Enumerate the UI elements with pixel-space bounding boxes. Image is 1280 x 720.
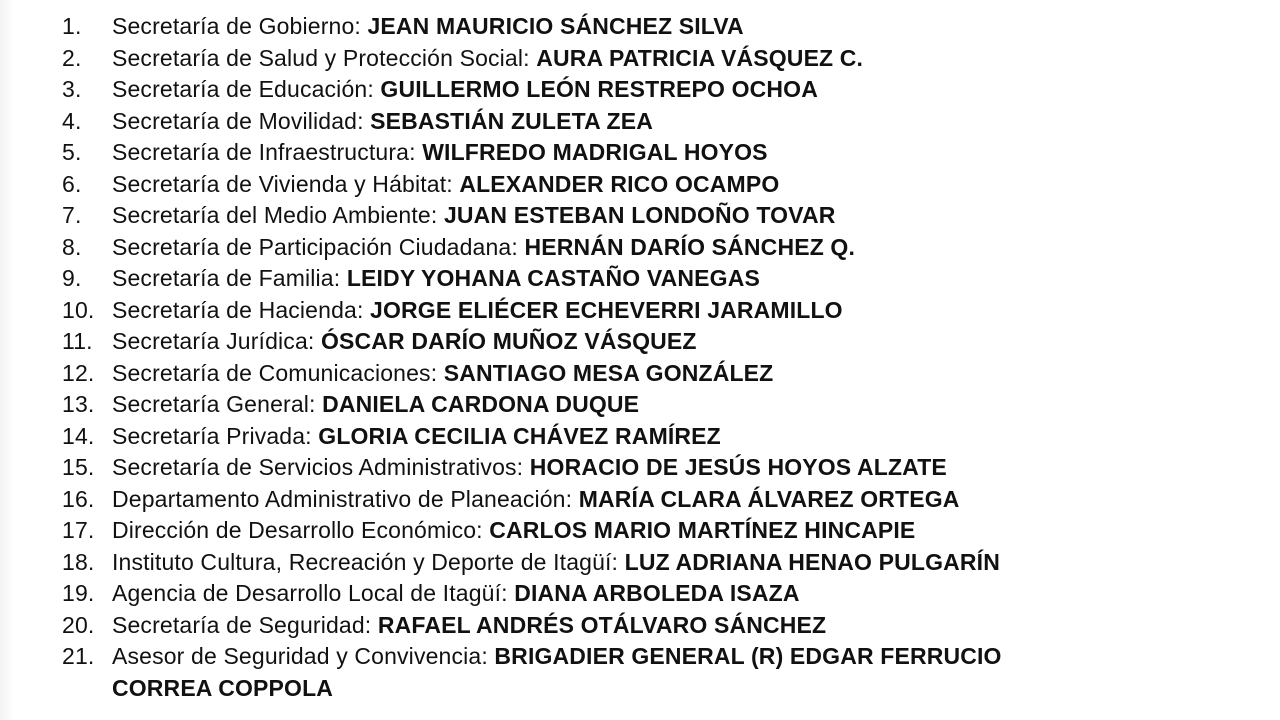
list-item-19 bbox=[62, 578, 1262, 610]
list-item-10 bbox=[62, 295, 1262, 327]
item-number: 3. bbox=[62, 76, 82, 102]
official-name: DANIELA CARDONA DUQUE bbox=[322, 391, 640, 417]
official-name: LUZ ADRIANA HENAO PULGARÍN bbox=[624, 548, 1000, 575]
list-item-1 bbox=[62, 11, 1262, 43]
item-number: 10. bbox=[62, 296, 95, 323]
list-item-5 bbox=[62, 137, 1262, 169]
official-name: DIANA ARBOLEDA ISAZA bbox=[514, 580, 800, 606]
office-name: Secretaría de Hacienda: bbox=[112, 296, 364, 323]
item-text bbox=[112, 295, 1262, 327]
item-number: 4. bbox=[62, 107, 82, 134]
list-item-21 bbox=[62, 641, 1262, 704]
list-item-9 bbox=[62, 263, 1262, 295]
item-number: 18. bbox=[62, 548, 95, 575]
item-text bbox=[112, 169, 1262, 201]
item-number: 15. bbox=[62, 454, 95, 480]
office-name: Secretaría de Familia: bbox=[112, 265, 341, 291]
list-item-20 bbox=[62, 610, 1262, 642]
official-name: LEIDY YOHANA CASTAÑO VANEGAS bbox=[346, 265, 760, 291]
list-item-18 bbox=[62, 547, 1262, 579]
office-name: Secretaría de Educación: bbox=[112, 76, 374, 102]
office-name: Secretaría de Seguridad: bbox=[112, 611, 372, 638]
item-text bbox=[112, 515, 1262, 547]
item-number: 21. bbox=[62, 643, 95, 669]
office-name: Secretaría de Gobierno: bbox=[112, 13, 361, 39]
item-number: 16. bbox=[62, 485, 95, 512]
office-name: Dirección de Desarrollo Económico: bbox=[112, 517, 483, 543]
item-text bbox=[112, 74, 1262, 106]
official-name: SANTIAGO MESA GONZÁLEZ bbox=[443, 359, 774, 386]
office-name: Departamento Administrativo de Planeación: bbox=[112, 485, 573, 512]
office-name: Secretaría de Movilidad: bbox=[112, 107, 364, 134]
scan-edge-shadow bbox=[0, 0, 14, 720]
item-text bbox=[112, 452, 1262, 484]
office-name: Secretaría General: bbox=[112, 391, 316, 417]
official-name: CARLOS MARIO MARTÍNEZ HINCAPIE bbox=[489, 517, 916, 543]
official-name: MARÍA CLARA ÁLVAREZ ORTEGA bbox=[578, 485, 960, 512]
item-text bbox=[112, 137, 1262, 169]
item-number: 17. bbox=[62, 517, 95, 543]
list-item-17 bbox=[62, 515, 1262, 547]
official-name: AURA PATRICIA VÁSQUEZ C. bbox=[536, 44, 864, 71]
list-item-7 bbox=[62, 200, 1262, 232]
officials-list bbox=[62, 11, 1262, 704]
list-item-15 bbox=[62, 452, 1262, 484]
item-text bbox=[112, 326, 1262, 358]
item-number: 11. bbox=[62, 328, 93, 354]
office-name: Secretaría del Medio Ambiente: bbox=[112, 202, 438, 228]
official-name: JORGE ELIÉCER ECHEVERRI JARAMILLO bbox=[370, 296, 843, 323]
office-name: Secretaría de Participación Ciudadana: bbox=[112, 233, 518, 260]
office-name: Secretaría de Vivienda y Hábitat: bbox=[112, 170, 453, 197]
item-number: 8. bbox=[62, 233, 82, 260]
list-item-3 bbox=[62, 74, 1262, 106]
item-number: 20. bbox=[62, 611, 95, 638]
office-name: Instituto Cultura, Recreación y Deporte de Itagüí: bbox=[112, 548, 619, 575]
list-item-11 bbox=[62, 326, 1262, 358]
item-number: 5. bbox=[62, 139, 82, 165]
item-number: 14. bbox=[62, 422, 95, 449]
item-number: 12. bbox=[62, 359, 95, 386]
list-item-8 bbox=[62, 232, 1262, 264]
official-name: JUAN ESTEBAN LONDOÑO TOVAR bbox=[443, 202, 836, 228]
list-item-12 bbox=[62, 358, 1262, 390]
item-text bbox=[112, 578, 1262, 610]
office-name: Asesor de Seguridad y Convivencia: bbox=[112, 643, 488, 669]
official-name: RAFAEL ANDRÉS OTÁLVARO SÁNCHEZ bbox=[377, 611, 827, 638]
official-name: HERNÁN DARÍO SÁNCHEZ Q. bbox=[524, 233, 856, 260]
official-name: SEBASTIÁN ZULETA ZEA bbox=[370, 107, 654, 134]
item-text bbox=[112, 232, 1262, 264]
item-text bbox=[112, 421, 1262, 453]
office-name: Secretaría de Servicios Administrativos: bbox=[112, 454, 524, 480]
office-name: Secretaría Jurídica: bbox=[112, 328, 315, 354]
official-name: ALEXANDER RICO OCAMPO bbox=[459, 170, 780, 197]
item-text bbox=[112, 547, 1262, 579]
official-name: GUILLERMO LEÓN RESTREPO OCHOA bbox=[380, 76, 818, 102]
item-number: 2. bbox=[62, 44, 82, 71]
list-item-13 bbox=[62, 389, 1262, 421]
item-number: 13. bbox=[62, 391, 95, 417]
item-text bbox=[112, 43, 1262, 75]
item-number: 7. bbox=[62, 202, 82, 228]
official-name: WILFREDO MADRIGAL HOYOS bbox=[422, 139, 768, 165]
list-item-4 bbox=[62, 106, 1262, 138]
item-number: 9. bbox=[62, 265, 82, 291]
office-name: Secretaría de Infraestructura: bbox=[112, 139, 416, 165]
item-text bbox=[112, 106, 1262, 138]
item-number: 1. bbox=[62, 13, 82, 39]
list-item-6 bbox=[62, 169, 1262, 201]
item-text bbox=[112, 389, 1262, 421]
item-text bbox=[112, 11, 1262, 43]
item-text bbox=[112, 358, 1262, 390]
office-name: Secretaría de Comunicaciones: bbox=[112, 359, 438, 386]
office-name: Secretaría Privada: bbox=[112, 422, 312, 449]
official-name: ÓSCAR DARÍO MUÑOZ VÁSQUEZ bbox=[320, 328, 697, 354]
office-name: Agencia de Desarrollo Local de Itagüí: bbox=[112, 580, 508, 606]
item-text bbox=[112, 263, 1262, 295]
office-name: Secretaría de Salud y Protección Social: bbox=[112, 44, 530, 71]
list-item-2 bbox=[62, 43, 1262, 75]
official-name: HORACIO DE JESÚS HOYOS ALZATE bbox=[529, 454, 947, 480]
item-text bbox=[112, 200, 1262, 232]
list-item-14 bbox=[62, 421, 1262, 453]
item-text bbox=[112, 610, 1262, 642]
item-text bbox=[112, 484, 1262, 516]
official-name: BRIGADIER GENERAL (R) EDGAR FERRUCIO bbox=[494, 643, 1002, 669]
official-name-continuation: CORREA COPPOLA bbox=[112, 674, 334, 701]
official-name: GLORIA CECILIA CHÁVEZ RAMÍREZ bbox=[318, 422, 721, 449]
official-name: JEAN MAURICIO SÁNCHEZ SILVA bbox=[367, 13, 744, 39]
list-item-16 bbox=[62, 484, 1262, 516]
item-number: 19. bbox=[62, 580, 95, 606]
item-text bbox=[112, 641, 1262, 704]
item-number: 6. bbox=[62, 170, 82, 197]
